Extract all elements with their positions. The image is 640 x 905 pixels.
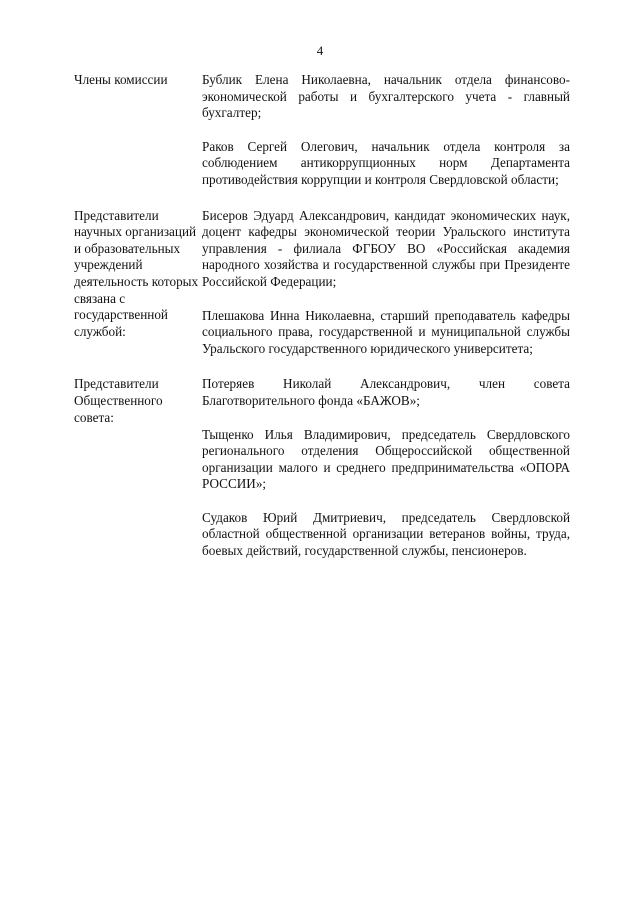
section-public-council-representatives (74, 376, 570, 576)
member-entry: Бисеров Эдуард Александрович, кандидат экономических наук, доцент кафедры экономической теории Уральского института управления - филиала ФГБОУ ВО «Российская академия народного хозяйства и государственной службы при Президенте Российской Федерации; (202, 207, 570, 289)
section-science-representatives (74, 208, 570, 375)
section-entries (202, 376, 570, 576)
member-entry: Тыщенко Илья Владимирович, председатель Свердловского регионального отделения Общероссийской общественной организации малого и среднего предпринимательства «ОПОРА РОССИИ»; (202, 426, 570, 492)
member-entry: Потеряев Николай Александрович, член совета Благотворительного фонда «БАЖОВ»; (202, 376, 570, 408)
member-entry: Судаков Юрий Дмитриевич, председатель Свердловской областной общественной организации ветеранов войны, труда, боевых действий, государственной службы, пенсионеров. (202, 509, 570, 559)
commission-members-table (74, 72, 570, 577)
section-entries (202, 208, 570, 375)
section-label: Члены комиссии (74, 72, 168, 87)
section-label: Представители Общественного совета: (74, 376, 163, 425)
section-label: Представители научных организаций и образовательных учреждений деятельность которых связана с государственной службой: (74, 207, 199, 339)
section-entries (202, 72, 570, 206)
member-entry: Бублик Елена Николаевна, начальник отдела финансово-экономической работы и бухгалтерского учета - главный бухгалтер; (202, 72, 570, 121)
section-commission-members (74, 72, 570, 206)
page-number: 4 (316, 43, 324, 58)
member-entry: Плешакова Инна Николаевна, старший преподаватель кафедры социального права, государственной и муниципальной службы Уральского государственного юридического университета; (202, 307, 570, 356)
member-entry: Раков Сергей Олегович, начальник отдела контроля за соблюдением антикоррупционных норм Департамента противодействия коррупции и контроля Свердловской области; (202, 138, 570, 187)
